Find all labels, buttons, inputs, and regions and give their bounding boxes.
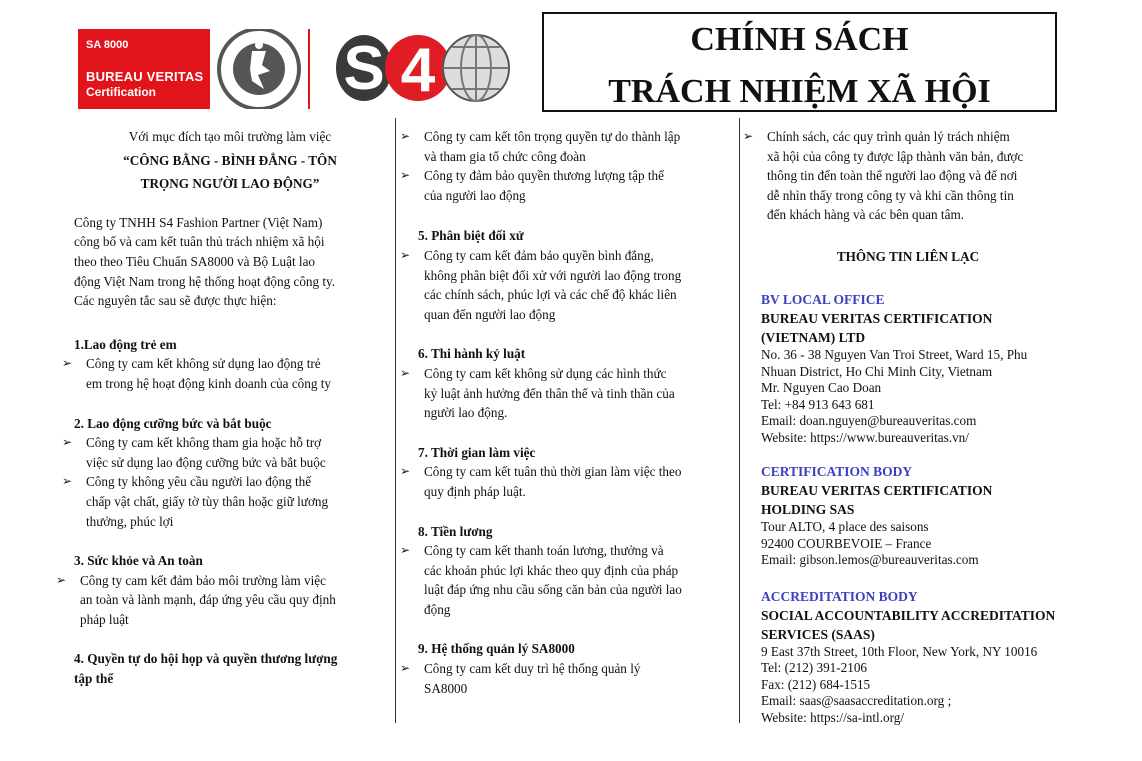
- slogan-line-1: “CÔNG BẰNG - BÌNH ĐẲNG - TÔN: [123, 152, 337, 168]
- bullet-line: Công ty cam kết không sử dụng lao động trẻ: [86, 356, 321, 372]
- intro-paragraph: [74, 213, 386, 311]
- bullet-line: luật đáp ứng nhu cầu sống căn bản của người lao: [424, 582, 682, 598]
- contact-blocks: [761, 290, 1136, 726]
- bureau-veritas-logo: [78, 29, 310, 109]
- bv-local-org-line-2: (VIETNAM) LTD: [761, 330, 866, 345]
- bullet-line: em trong hệ hoạt động kinh doanh của công ty: [86, 375, 332, 391]
- intro-text: Với mục đích tạo môi trường làm việc: [128, 129, 332, 144]
- bullet-line: an toàn và lành mạnh, đáp ứng yêu cầu quy định: [80, 592, 336, 608]
- title-line-2: TRÁCH NHIỆM XÃ HỘI: [608, 73, 991, 110]
- list-item: [400, 659, 730, 698]
- section-9-title: 9. Hệ thống quản lý SA8000: [418, 641, 575, 657]
- section-6-title: 6. Thi hành kỷ luật: [418, 346, 526, 362]
- website-line[interactable]: Website: https://sa-intl.org/: [761, 709, 905, 725]
- list-item: [62, 472, 386, 531]
- arrow-bullet-icon: ➢: [62, 356, 73, 371]
- policy-title-box: [542, 12, 1057, 112]
- phone-line: Tel: (212) 391-2106: [761, 660, 868, 675]
- column-3: [743, 127, 1138, 267]
- bullet-line: động: [424, 601, 451, 617]
- bv-local-org-line-1: BUREAU VERITAS CERTIFICATION: [761, 311, 993, 326]
- list-item: [400, 246, 730, 324]
- email-line[interactable]: Email: saas@saasaccreditation.org ;: [761, 693, 952, 708]
- bullet-line: và tham gia tổ chức công đoàn: [424, 148, 586, 164]
- bullet-line: Công ty cam kết đảm bảo môi trường làm việc: [80, 572, 326, 588]
- bullet-line: kỷ luật ảnh hưởng đến thân thể và tinh thần của: [424, 385, 675, 401]
- bullet-line: Công ty đảm bảo quyền thương lượng tập thể: [424, 168, 664, 184]
- bullet-line: Công ty không yêu cầu người lao động thế: [86, 474, 312, 490]
- cert-body-org-line-2: HOLDING SAS: [761, 502, 855, 517]
- bullet-line: Công ty cam kết thanh toán lương, thưởng và: [424, 543, 664, 559]
- cert-body-org-line-1: BUREAU VERITAS CERTIFICATION: [761, 483, 993, 498]
- bullet-line: chấp vật chất, giấy tờ tùy thân hoặc giữ lương: [86, 493, 329, 509]
- bullet-line: Công ty cam kết tuân thủ thời gian làm việc theo: [424, 464, 682, 480]
- bureau-veritas-seal-icon: [206, 29, 310, 109]
- website-line[interactable]: Website: https://www.bureauveritas.vn/: [761, 429, 969, 445]
- bullet-line: Công ty cam kết đảm bảo quyền bình đẳng,: [424, 247, 654, 263]
- bullet-line: thông tin đến toàn thể người lao động và để nơi: [767, 168, 1018, 184]
- s4-logo-icon: [334, 31, 514, 105]
- list-item: [743, 127, 1097, 225]
- bullet-line: thưởng, phúc lợi: [86, 513, 174, 529]
- s4-digit-4: 4: [400, 36, 436, 105]
- column-divider-2: [739, 118, 740, 723]
- accr-body-org-line-2: SERVICES (SAAS): [761, 626, 875, 642]
- bullet-line: SA8000: [424, 680, 468, 696]
- address-line: Tour ALTO, 4 place des saisons: [761, 519, 929, 534]
- address-line: 92400 COURBEVOIE – France: [761, 535, 932, 551]
- bullet-line: đến khách hàng và các bên quan tâm.: [767, 207, 964, 223]
- bullet-line: quan đến người lao động: [424, 306, 556, 322]
- section-3-title: 3. Sức khỏe và An toàn: [74, 553, 203, 569]
- section-5-title: 5. Phân biệt đối xử: [418, 228, 524, 244]
- arrow-bullet-icon: ➢: [400, 464, 411, 479]
- arrow-bullet-icon: ➢: [400, 661, 411, 676]
- fax-line: Fax: (212) 684-1515: [761, 676, 871, 692]
- slogan-line-2: TRỌNG NGƯỜI LAO ĐỘNG”: [140, 176, 320, 192]
- list-item: [400, 541, 730, 619]
- arrow-bullet-icon: ➢: [400, 168, 411, 183]
- para-line: theo theo Tiêu Chuẩn SA8000 và Bộ Luật lao: [74, 253, 316, 269]
- phone-line: Tel: +84 913 643 681: [761, 396, 875, 412]
- para-line: Công ty TNHH S4 Fashion Partner (Việt Nam): [74, 214, 323, 230]
- contact-person: Mr. Nguyen Cao Doan: [761, 380, 882, 395]
- bv-local-label: BV LOCAL OFFICE: [761, 292, 885, 307]
- email-line[interactable]: Email: gibson.lemos@bureauveritas.com: [761, 552, 979, 567]
- list-item: [56, 571, 386, 630]
- list-item: [62, 354, 386, 393]
- bullet-line: xã hội của công ty được lập thành văn bản, được: [767, 148, 1024, 164]
- logo-standard: SA 8000: [86, 39, 129, 51]
- section-4-title-line-2: tập thể: [74, 671, 114, 687]
- bullet-line: Chính sách, các quy trình quản lý trách nhiệm: [767, 129, 1010, 144]
- cert-body-label: CERTIFICATION BODY: [761, 464, 913, 479]
- list-item: [400, 127, 730, 166]
- email-line[interactable]: Email: doan.nguyen@bureauveritas.com: [761, 413, 977, 428]
- bullet-line: các khoản phúc lợi khác theo quy định của pháp: [424, 562, 679, 578]
- column-1: [56, 127, 386, 689]
- bullet-line: dễ nhìn thấy trong công ty và khi cần thông tin: [767, 187, 1014, 203]
- bullet-line: của người lao động: [424, 187, 526, 203]
- accr-body-label: ACCREDITATION BODY: [761, 588, 918, 604]
- para-line: công bố và cam kết tuân thủ trách nhiệm xã hội: [74, 234, 325, 250]
- bullet-line: quy định pháp luật.: [424, 483, 526, 499]
- logo-name: BUREAU VERITAS: [86, 69, 204, 84]
- section-1-title: 1.Lao động trẻ em: [74, 336, 177, 352]
- accr-body-org-line-1: SOCIAL ACCOUNTABILITY ACCREDITATION: [761, 607, 1056, 623]
- list-item: [400, 462, 730, 501]
- list-item: [62, 433, 386, 472]
- list-item: [400, 166, 730, 205]
- bullet-line: việc sử dụng lao động cưỡng bức và bắt buộc: [86, 454, 326, 470]
- address-line: No. 36 - 38 Nguyen Van Troi Street, Ward 15, Phu: [761, 347, 1028, 362]
- section-8-title: 8. Tiền lương: [418, 523, 493, 539]
- bullet-line: không phân biệt đối xử với người lao động trong: [424, 267, 682, 283]
- arrow-bullet-icon: ➢: [62, 474, 73, 489]
- bullet-line: Công ty cam kết không tham gia hoặc hỗ trợ: [86, 435, 322, 451]
- arrow-bullet-icon: ➢: [400, 129, 411, 143]
- address-line: 9 East 37th Street, 10th Floor, New York, NY 10016: [761, 643, 1038, 659]
- logo-sub: Certification: [86, 85, 157, 99]
- para-line: động Việt Nam trong hệ thống hoạt động công ty.: [74, 273, 336, 289]
- arrow-bullet-icon: ➢: [56, 572, 67, 587]
- address-line: Nhuan District, Ho Chi Minh City, Vietnam: [761, 363, 993, 379]
- bullet-line: người lao động.: [424, 405, 508, 421]
- arrow-bullet-icon: ➢: [743, 129, 754, 143]
- arrow-bullet-icon: ➢: [400, 365, 411, 380]
- arrow-bullet-icon: ➢: [400, 543, 411, 558]
- contact-title: THÔNG TIN LIÊN LẠC: [836, 248, 980, 264]
- section-2-title: 2. Lao động cưỡng bức và bắt buộc: [74, 415, 272, 431]
- section-7-title: 7. Thời gian làm việc: [418, 444, 536, 460]
- column-2: [400, 127, 730, 698]
- arrow-bullet-icon: ➢: [400, 247, 411, 262]
- bullet-line: Công ty cam kết duy trì hệ thống quản lý: [424, 661, 641, 677]
- para-line: Các nguyên tắc sau sẽ được thực hiện:: [74, 293, 277, 309]
- bullet-line: các chính sách, phúc lợi và các chế độ khác liên: [424, 287, 677, 303]
- s4-letter-s: S: [343, 34, 385, 103]
- bullet-line: Công ty cam kết tôn trọng quyền tự do thành lập: [424, 129, 681, 144]
- column-divider-1: [395, 118, 396, 723]
- section-4-title-line-1: 4. Quyền tự do hội họp và quyền thương lượng: [74, 651, 338, 667]
- arrow-bullet-icon: ➢: [62, 435, 73, 450]
- list-item: [400, 364, 730, 423]
- bullet-line: pháp luật: [80, 611, 129, 627]
- bullet-line: Công ty cam kết không sử dụng các hình thức: [424, 365, 667, 381]
- title-line-1: CHÍNH SÁCH: [690, 21, 909, 58]
